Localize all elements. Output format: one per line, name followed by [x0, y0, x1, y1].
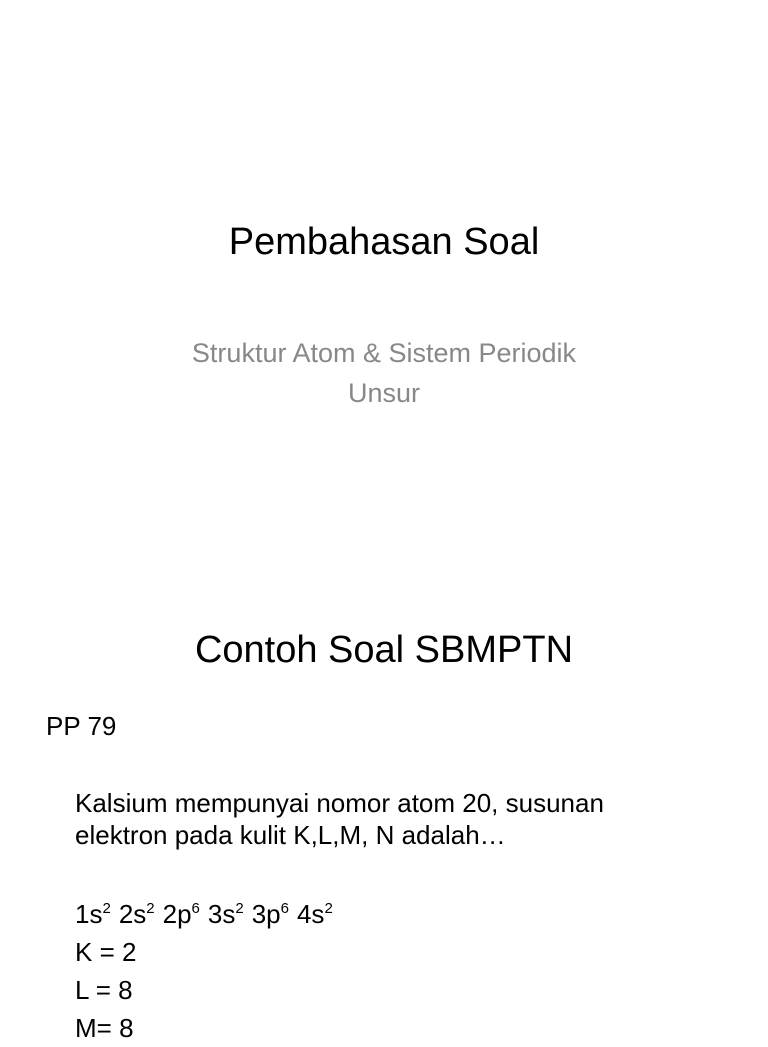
answer-block — [75, 895, 341, 1047]
orbital-term — [297, 899, 333, 929]
slide-example-heading: Contoh Soal SBMPTN — [194, 629, 574, 671]
orbital-term — [75, 899, 111, 929]
orbital-electrons: 2 — [235, 900, 244, 917]
orbital-electrons: 2 — [102, 900, 111, 917]
question-code: PP 79 — [46, 711, 117, 741]
question-text — [75, 787, 604, 851]
orbital-electrons: 2 — [324, 900, 333, 917]
question-line: Kalsium mempunyai nomor atom 20, susunan — [75, 788, 604, 818]
orbital-term — [119, 899, 155, 929]
orbital-term — [252, 899, 289, 929]
slide-title-heading: Pembahasan Soal — [228, 221, 540, 263]
question-line: elektron pada kulit K,L,M, N adalah… — [75, 820, 506, 850]
electron-configuration — [75, 895, 341, 933]
orbital-name: 3p — [251, 899, 281, 929]
subtitle-line: Struktur Atom & Sistem Periodik — [191, 338, 577, 368]
slide-example — [0, 576, 768, 1043]
slide-subtitle — [0, 333, 768, 413]
orbital-name: 2p — [162, 899, 192, 929]
orbital-electrons: 6 — [191, 900, 200, 917]
orbital-term — [163, 899, 200, 929]
orbital-electrons: 6 — [280, 900, 289, 917]
shell-k: K = 2 — [75, 937, 137, 967]
orbital-term — [208, 899, 244, 929]
orbital-electrons: 2 — [146, 900, 155, 917]
orbital-name: 1s — [75, 899, 103, 929]
shell-l: L = 8 — [75, 975, 133, 1005]
orbital-name: 3s — [207, 899, 236, 929]
orbital-name: 2s — [118, 899, 147, 929]
shell-m: M= 8 — [75, 1013, 134, 1043]
subtitle-line: Unsur — [347, 378, 421, 408]
orbital-name: 4s — [296, 899, 325, 929]
